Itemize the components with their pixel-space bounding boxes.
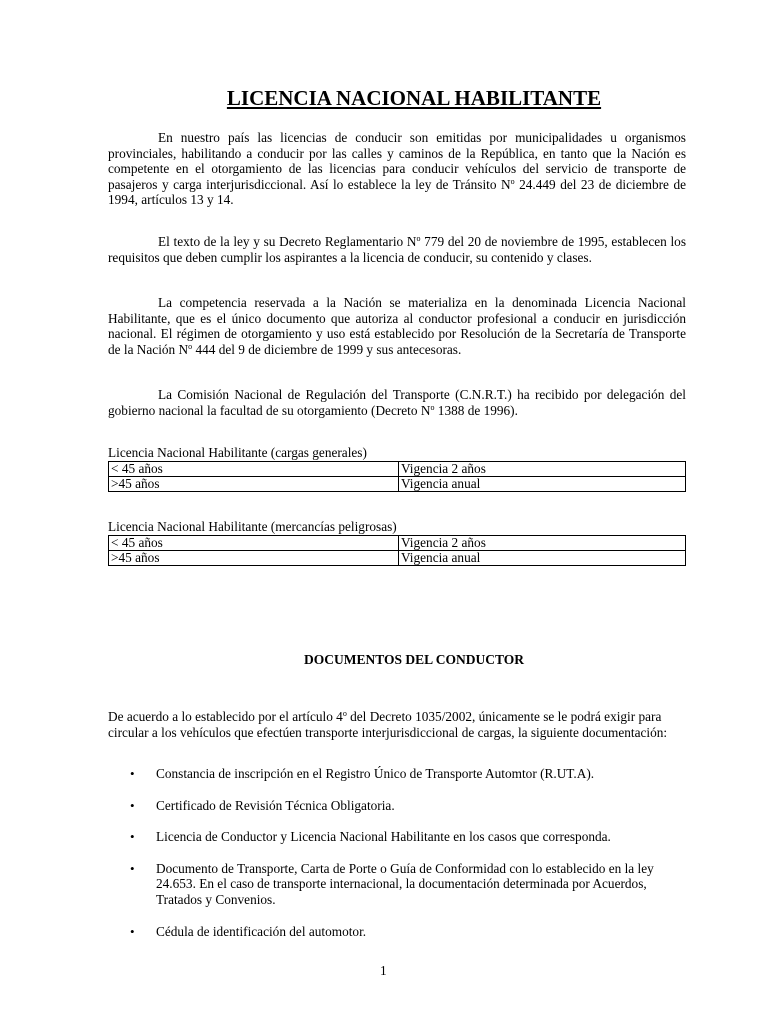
table-2-caption: Licencia Nacional Habilitante (mercancías peligrosas) [108, 519, 397, 534]
superscript: o [188, 341, 193, 351]
list-item-text: Documento de Transporte, Carta de Porte o Guía de Conformidad con lo establecido en la ley 24.653. En el caso de transporte internacional, la documentación determinada por Acuerdos, Tratados y Convenios. [156, 860, 654, 907]
table-row [109, 551, 686, 566]
list-item-text: Cédula de identificación del automotor. [156, 923, 367, 939]
section-title: DOCUMENTOS DEL CONDUCTOR [303, 652, 525, 667]
paragraph-1-text: En nuestro país las licencias de conducir son emitidas por municipalidades u organismos provinciales, habilitando a conducir por las calles y caminos de la República, en tanto que la Nación es competente en el otorgamiento de las licencias para conducir vehículos del servicio de transporte de pasajeros y carga interjurisdiccional. Así lo establece la ley de Tránsito N [108, 130, 686, 192]
intro-end: del Decreto 1035/2002, únicamente se le podrá exigir para circular a los vehículos que efectúen transporte interjurisdiccional de cargas, la siguiente documentación: [108, 709, 668, 740]
paragraph-2 [108, 234, 686, 265]
paragraph-3 [108, 295, 686, 357]
documents-list [108, 766, 668, 939]
paragraph-4 [108, 387, 686, 418]
superscript: o [416, 234, 421, 243]
license-table-general [108, 461, 686, 492]
table-row [109, 536, 686, 551]
paragraph-3-text: La competencia reservada a la Nación se materializa en la denominada Licencia Nacional Habilitante, que es el único documento que autoriza al conductor profesional a conducir en jurisdicción nacional. El régimen de otorgamiento y uso está establecido por Resolución de la Secretaría de Transporte de la Nación N [108, 295, 686, 357]
table-cell: Vigencia anual [399, 477, 686, 492]
superscript: o [430, 402, 435, 412]
table-cell: Vigencia anual [399, 551, 686, 566]
paragraph-2-end: 779 del 20 de noviembre de 1995, establecen los requisitos que deben cumplir los aspirantes a la licencia de conducir, su contenido y clases. [108, 234, 686, 265]
bullet-icon: • [130, 766, 135, 781]
paragraph-4-text: La Comisión Nacional de Regulación del Transporte (C.N.R.T.) ha recibido por delegación del gobierno nacional la facultad de su otorgamiento (Decreto N [108, 387, 686, 418]
paragraph-3-end: 444 del 9 de diciembre de 1999 y sus antecesoras. [192, 341, 462, 357]
paragraph-1-end: 24.449 del 23 de diciembre de 1994, artículos 13 y 14. [108, 176, 686, 208]
table-cell: >45 años [109, 477, 399, 492]
list-item [108, 829, 668, 845]
list-item-text: Licencia de Conductor y Licencia Nacional Habilitante en los casos que corresponda. [156, 829, 611, 845]
intro-text: De acuerdo a lo establecido por el artículo 4 [108, 709, 343, 724]
table-cell: < 45 años [109, 536, 399, 551]
table-cell: Vigencia 2 años [399, 536, 686, 551]
list-item [108, 766, 668, 782]
bullet-icon: • [130, 923, 135, 939]
list-item [108, 798, 668, 814]
page-number: 1 [380, 963, 387, 978]
list-item [108, 924, 668, 940]
table-row [109, 477, 686, 492]
table-cell: >45 años [109, 551, 399, 566]
superscript: o [510, 176, 515, 186]
table-1-caption: Licencia Nacional Habilitante (cargas generales) [108, 445, 367, 460]
intro-paragraph [108, 709, 668, 740]
bullet-icon: • [130, 860, 135, 876]
paragraph-2-text: El texto de la ley y su Decreto Reglamentario N [158, 234, 417, 249]
table-cell: < 45 años [109, 462, 399, 477]
license-table-dangerous [108, 535, 686, 566]
paragraph-4-end: 1388 de 1996). [434, 402, 518, 418]
superscript: o [342, 709, 347, 718]
list-item-text: Constancia de inscripción en el Registro Único de Transporte Automtor (R.UT.A). [156, 766, 595, 781]
document-title: LICENCIA NACIONAL HABILITANTE [226, 86, 602, 110]
bullet-icon: • [130, 829, 135, 845]
list-item [108, 861, 668, 908]
paragraph-1 [108, 130, 686, 208]
table-cell: Vigencia 2 años [399, 462, 686, 477]
bullet-icon: • [130, 797, 135, 813]
list-item-text: Certificado de Revisión Técnica Obligatoria. [156, 797, 395, 813]
table-row [109, 462, 686, 477]
